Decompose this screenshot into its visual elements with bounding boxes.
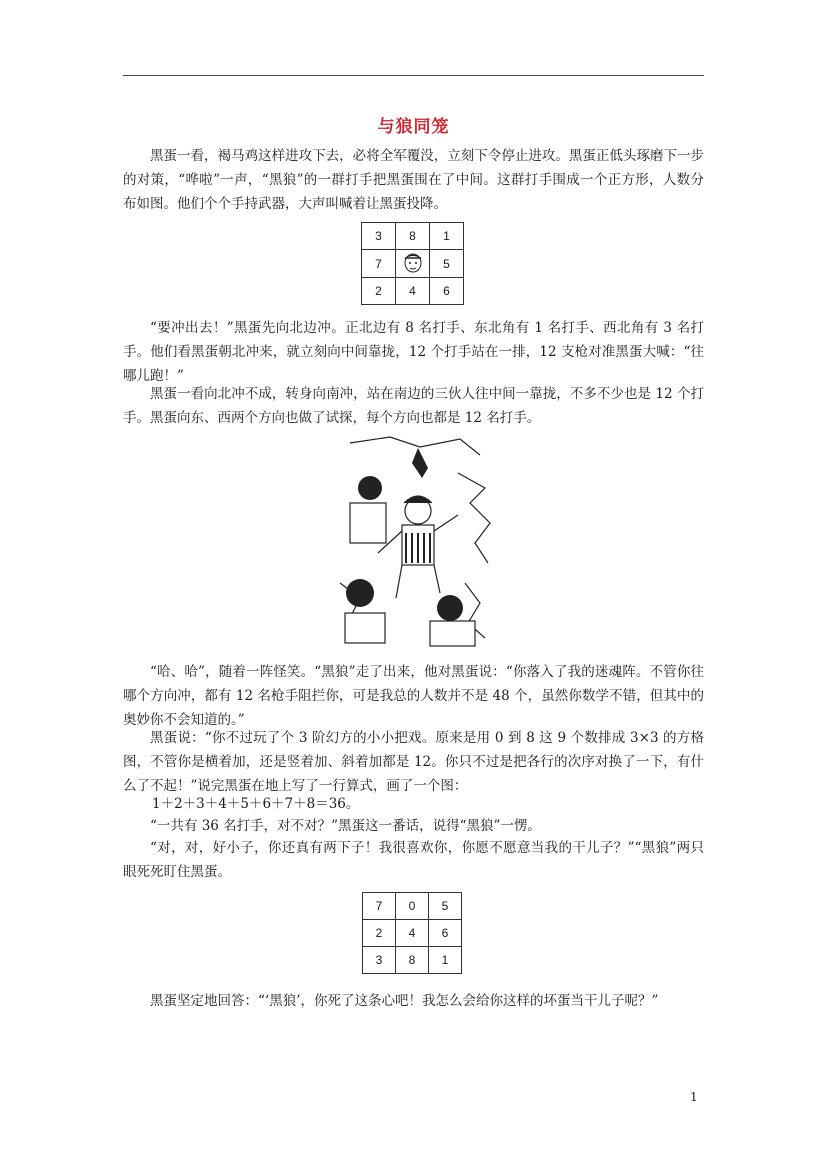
paragraph-1: 黑蛋一看，褐马鸡这样进攻下去，必将全军覆没，立刻下令停止进攻。黑蛋正低头琢磨下一步的对策，“哗啦”一声，“黑狼”的一群打手把黑蛋围在了中间。这群打手围成一个正方形，人数分布如图。他们个个手持武器，大声叫喊着让黑蛋投降。 xyxy=(123,148,704,212)
page-number: 1 xyxy=(690,1090,698,1104)
paragraph-6: “一共有 36 名打手，对不对？”黑蛋这一番话，说得“黑狼”一愣。 xyxy=(150,818,541,834)
paragraph-3: 黑蛋一看向北冲不成，转身向南冲，站在南边的三伙人往中间一靠拢，不多不少也是 12 个打手。黑蛋向东、西两个方向也做了试探，每个方向也都是 12 名打手。 xyxy=(123,386,704,426)
grid2-cell: 3 xyxy=(363,947,396,974)
grid1-cell: 6 xyxy=(430,278,464,305)
grid2-cell: 6 xyxy=(429,920,462,947)
magic-square-grid-1 xyxy=(361,222,464,305)
grid2-cell: 7 xyxy=(363,893,396,920)
grid1-cell: 2 xyxy=(362,278,396,305)
grid2-cell: 4 xyxy=(396,920,429,947)
grid1-cell: 3 xyxy=(362,223,396,250)
magic-square-grid-2 xyxy=(362,892,462,974)
paragraph-5: 黑蛋说：“你不过玩了个 3 阶幻方的小小把戏。原来是用 0 到 8 这 9 个数排成 3×3 的方格图，不管你是横着加，还是竖着加、斜着加都是 12。你只不过是把各行的次序对换了一下，有什么了不起！”说完黑蛋在地上写了一行算式，画了一个图： xyxy=(123,730,704,794)
wolf-gang-illustration xyxy=(330,433,496,650)
paragraph-4: “哈、哈”，随着一阵怪笑。“黑狼”走了出来，他对黑蛋说：“你落入了我的迷魂阵。不管你往哪个方向冲，都有 12 名枪手阻拦你，可是我总的人数并不是 48 个，虽然你数学不错，但其中的奥妙你不会知道的。” xyxy=(123,664,704,728)
paragraph-8: 黑蛋坚定地回答：“‘黑狼’，你死了这条心吧！我怎么会给你这样的坏蛋当干儿子呢？” xyxy=(150,993,659,1009)
grid1-cell: 8 xyxy=(396,223,430,250)
grid1-cell: 1 xyxy=(430,223,464,250)
grid1-cell: 4 xyxy=(396,278,430,305)
grid2-cell: 8 xyxy=(396,947,429,974)
heidan-face-icon xyxy=(396,250,430,278)
paragraph-7: “对，对，好小子，你还真有两下子！我很喜欢你，你愿不愿意当我的干儿子？”“黑狼”两只眼死死盯住黑蛋。 xyxy=(123,840,704,880)
paragraph-2: “要冲出去！”黑蛋先向北边冲。正北边有 8 名打手、东北角有 1 名打手、西北角有 3 名打手。他们看黑蛋朝北冲来，就立刻向中间靠拢，12 个打手站在一排，12 支枪对准黑蛋大喊：“往哪儿跑！” xyxy=(123,320,704,384)
grid2-cell: 1 xyxy=(429,947,462,974)
header-rule xyxy=(123,75,704,76)
page-title: 与狼同笼 xyxy=(377,117,450,137)
sum-formula: 1＋2＋3＋4＋5＋6＋7＋8＝36。 xyxy=(152,796,360,812)
grid1-cell: 5 xyxy=(430,250,464,278)
grid2-cell: 2 xyxy=(363,920,396,947)
grid1-cell: 7 xyxy=(362,250,396,278)
grid2-cell: 0 xyxy=(396,893,429,920)
grid2-cell: 5 xyxy=(429,893,462,920)
